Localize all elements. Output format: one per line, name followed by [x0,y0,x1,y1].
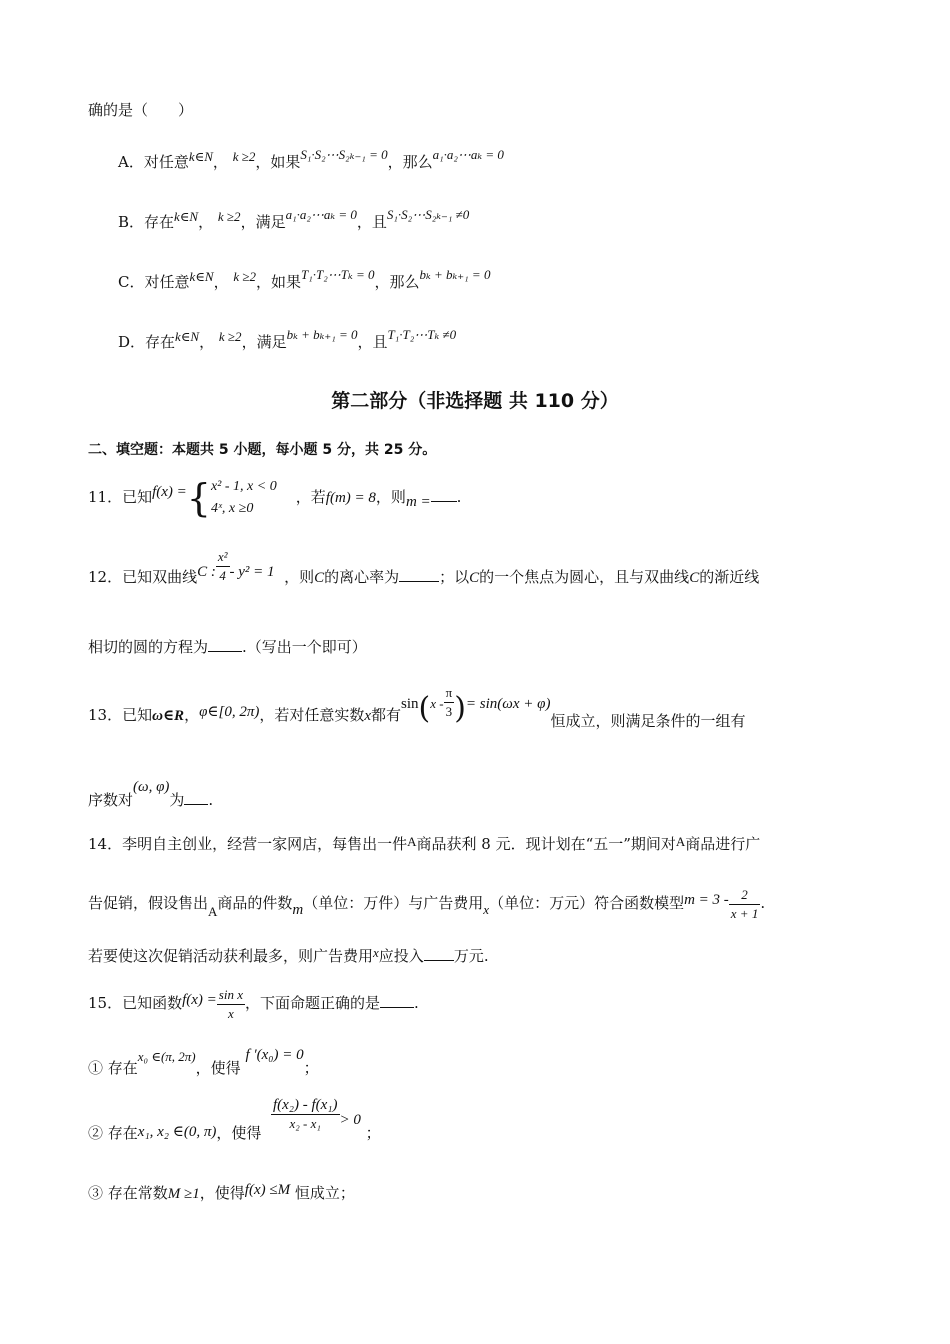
q13-text1: ，若对任意实数 [259,706,365,724]
q15-f-den: x [227,1005,234,1021]
q15-f-num: sin x [217,986,245,1005]
q13-inner-x: x - [430,696,444,711]
q11-ask: m = [405,494,431,510]
q15-number: 15．已知函数 [88,994,183,1012]
option-c-label: C．对任意 [118,273,190,291]
option-c-k-in-n: k∈N [189,269,214,284]
q15-s2-gt: > 0 [339,1112,361,1128]
q13-number: 13．已知 [88,706,153,724]
q12-frac-den: 4 [219,568,226,583]
q13-pi-frac [444,684,455,721]
q15-f-lhs: f(x) = [182,992,217,1008]
q15-s3-a: ③ 存在常数 [88,1184,168,1202]
q13-line2 [88,772,213,815]
q12-c-symbol-3: C [689,570,700,586]
q12-blank-1 [399,567,439,582]
option-d-k-ge-2: k ≥2 [218,329,242,344]
q13-paren-open: ( [418,691,431,726]
q14-line1 [88,832,760,854]
q15-s1-a: ① 存在 [88,1059,138,1077]
q11-answer-blank [431,487,457,502]
q15-statement-2 [88,1096,381,1155]
option-d-satisfy: ，满足 [241,333,287,351]
q15-s2-num: f(x₂) - f(x₁) [272,1097,338,1113]
q15-answer-blank [380,993,414,1008]
option-a-condition: S₁·S₂⋯S₂ₖ₋₁ = 0 [300,147,388,162]
q11 [88,470,461,524]
q13-pi-den: 3 [445,704,453,719]
option-c-condition: T₁·T₂⋯Tₖ = 0 [301,267,375,282]
q11-brace: { [186,476,211,520]
q13-line1 [88,676,745,749]
q15-s1-m2: f ′(x₀) = 0 [245,1047,304,1063]
q14-line2-d: （单位：万元）符合函数模型 [489,894,685,912]
q14-x2: x [373,945,379,960]
option-b-k-in-n: k∈N [174,209,199,224]
q15-s3-M: M ≥1 [167,1186,200,1202]
option-d-condition: bₖ + bₖ₊₁ = 0 [286,327,358,342]
q12-text2: 的离心率为 [324,568,400,586]
q10-option-c [118,265,490,292]
option-d-k-in-n: k∈N [175,329,200,344]
option-a-k-ge-2: k ≥2 [232,149,256,164]
option-c-k-ge-2: k ≥2 [233,269,257,284]
q13-omega: ω∈R [152,708,185,724]
q10-option-b [118,205,469,232]
q13-text2: 都有 [371,706,402,724]
q14-line2-end: . [760,894,766,912]
q12-frac-num: x² [216,548,230,567]
q14-line1-a: 14．李明自主创业，经营一家网店，每售出一件 [88,835,408,853]
q12-curve-frac [216,548,230,585]
q12-text5: 的渐近线 [699,568,760,586]
q12-line2-text: 相切的圆的方程为 [88,638,209,656]
q12-line2 [88,637,367,657]
q10-option-d [118,325,456,352]
option-d-sep: ， [199,333,215,351]
q12-curve-rhs: - y² = 1 [229,564,275,580]
option-b-k-ge-2: k ≥2 [217,209,241,224]
q14-line2 [88,878,765,934]
q14-line2-b: 商品的件数 [217,894,293,912]
q14-A1: A [407,834,417,849]
q14-line2-c: （单位：万件）与广告费用 [303,894,484,912]
q12-blank-2 [208,637,242,652]
q11-condition: ，若 [295,488,326,506]
q13-line2-end: 为 [169,791,185,809]
q13-phi: φ∈[0, 2π) [199,704,260,720]
q14-line1-c: 商品进行广 [685,835,761,853]
q13-period: . [208,791,214,809]
option-c-sep: ， [213,273,229,291]
q10-stem-tail: 确的是（ ） [88,101,194,119]
q13-sin-rhs: = sin(ωx + φ) [465,696,551,712]
option-b-condition: a₁·a₂⋯aₖ = 0 [285,207,357,222]
section2-heading: 二、填空题：本题共 5 小题，每小题 5 分，共 25 分。 [88,442,437,458]
option-a-then: ，那么 [387,153,433,171]
q15-s3-end: 恒成立； [294,1184,355,1202]
q13-pi-num: π [444,684,455,703]
q15-statement-1 [88,1040,319,1083]
option-d-and: ，且 [357,333,388,351]
option-b-sep: ， [198,213,214,231]
q14-model-num: 2 [729,886,761,905]
q14-line3-b: 应投入 [378,947,424,965]
q15-end: . [414,994,419,1012]
option-d-conclusion: T₁·T₂⋯Tₖ ≠0 [387,327,457,342]
q15-s2-a: ② 存在 [88,1124,138,1142]
q12-c-symbol-1: C [314,570,325,586]
q14-A2: A [675,834,686,849]
q13-x: x [364,708,372,724]
q15-s1-m1: x₀ ∈(π, 2π) [137,1049,196,1064]
q14-x: x [483,902,490,917]
q15-s2-m1: x₁, x₂ ∈(0, π) [137,1124,217,1140]
q15-s2-frac [271,1096,340,1133]
q13-pair: (ω, φ) [133,779,170,795]
option-a-label: A．对任意 [118,153,189,171]
q12-c-symbol-2: C [469,570,480,586]
q15-s2-den: x₂ - x₁ [289,1116,321,1131]
q15-stem [88,978,419,1025]
q11-number: 11．已知 [88,488,153,506]
q15-s3-m: f(x) ≤M [244,1182,291,1198]
q13-paren-close: ) [454,691,466,726]
option-a-if: ，如果 [255,153,301,171]
q11-end: . [456,488,462,506]
q15-s3-b: ，使得 [199,1184,245,1202]
q14-line3 [88,943,489,966]
q12-text3: ；以 [439,568,470,586]
q14-A3: A [208,904,218,919]
q13-sin: sin [401,696,419,712]
q11-fm: f(m) = 8 [325,490,376,506]
q14-line1-b: 商品获利 8 元．现计划在“五一”期间对 [416,835,676,853]
q11-case1: x² - 1, x < 0 [210,479,277,494]
q14-line2-a: 告促销，假设售出 [88,894,209,912]
q12-number: 12．已知双曲线 [88,568,198,586]
q10-option-a [118,145,504,172]
q12-text4: 的一个焦点为圆心，且与双曲线 [479,568,690,586]
option-c-if: ，如果 [256,273,302,291]
q11-then: ，则 [375,488,406,506]
q15-text: ，下面命题正确的是 [244,994,380,1012]
q11-case2: 4ˣ, x ≥0 [210,501,254,516]
q14-line3-end: 万元. [453,947,489,965]
q12-curve-lhs: C : [197,564,216,580]
q11-fx: f(x) = [152,484,187,500]
q12-line2-end: .（写出一个即可） [242,638,367,656]
option-d-label: D．存在 [118,333,176,351]
q14-model-lhs: m = 3 - [684,892,729,908]
part2-title: 第二部分（非选择题 共 110 分） [331,390,619,412]
q13-answer-blank [184,790,208,805]
option-c-then: ，那么 [374,273,420,291]
q13-comma: ， [184,706,200,724]
option-c-conclusion: bₖ + bₖ₊₁ = 0 [419,267,491,282]
option-a-k-in-n: k∈N [188,149,213,164]
q13-line2-text: 序数对 [88,791,134,809]
q13-text3: 恒成立，则满足条件的一组有 [550,712,746,730]
q11-cases [211,476,277,520]
q15-s1-b: ，使得 [195,1059,241,1077]
q14-line3-a: 若要使这次促销活动获利最多，则广告费用 [88,947,374,965]
q15-f-frac [217,986,245,1023]
q14-model-frac [729,886,761,923]
q15-s1-end: ； [303,1059,319,1077]
option-b-conclusion: S₁·S₂⋯S₂ₖ₋₁ ≠0 [386,207,470,222]
option-b-satisfy: ，满足 [240,213,286,231]
q15-s2-b: ，使得 [216,1124,262,1142]
q15-s2-end: ； [365,1124,381,1142]
q14-answer-blank [424,946,454,961]
option-a-sep: ， [212,153,228,171]
option-b-label: B．存在 [118,213,175,231]
q14-model-den: x + 1 [730,905,759,921]
option-a-conclusion: a₁·a₂⋯aₖ = 0 [432,147,504,162]
option-b-and: ，且 [356,213,387,231]
q12-text1: ，则 [284,568,315,586]
q14-m: m [292,902,304,918]
q15-statement-3 [88,1180,355,1204]
q12-line1 [88,548,759,601]
